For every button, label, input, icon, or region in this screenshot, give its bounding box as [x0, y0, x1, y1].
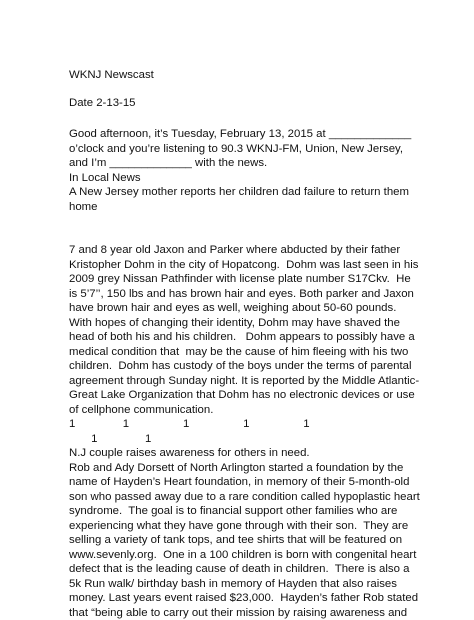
story2-body-line: son who passed away due to a rare condition called hypoplastic heart: [69, 490, 420, 505]
story1-body-line: have brown hair and eyes as well, weighing about 50-60 pounds.: [69, 301, 396, 316]
header-title: WKNJ Newscast: [69, 68, 154, 83]
story2-body-line: experiencing what they have gone through with their son. They are: [69, 519, 408, 534]
story1-headline-line: home: [69, 200, 98, 215]
separator-line: 1 1 1 1 1: [69, 417, 310, 432]
intro-line: Good afternoon, it’s Tuesday, February 13, 2015 at _____________: [69, 127, 411, 142]
story1-body-line: 7 and 8 year old Jaxon and Parker where abducted by their father: [69, 243, 400, 258]
story1-body-line: 2009 grey Nissan Pathfinder with license plate number S17Ckv. He: [69, 272, 411, 287]
story1-body-line: agreement through Sunday night. It is reported by the Middle Atlantic-: [69, 374, 419, 389]
story1-body-line: Great Lake Organization that Dohm has no electronic devices or use: [69, 388, 415, 403]
story1-body-line: head of both his and his children. Dohm appears to possibly have a: [69, 330, 415, 345]
story2-body-line: that “being able to carry out their mission by raising awareness and: [69, 606, 407, 620]
story1-body-line: Kristopher Dohm in the city of Hopatcong. Dohm was last seen in his: [69, 258, 418, 273]
story2-body-line: 5k Run walk/ birthday bash in memory of Hayden that also raises: [69, 577, 397, 592]
story2-headline: N.J couple raises awareness for others in need.: [69, 446, 310, 461]
story1-headline-line: A New Jersey mother reports her children dad failure to return them: [69, 185, 409, 200]
intro-line: and I’m _____________ with the news.: [69, 156, 267, 171]
story1-body-line: medical condition that may be the cause of him fleeing with his two: [69, 345, 408, 360]
separator-line: 1 1: [69, 432, 151, 447]
story2-body-line: name of Hayden’s Heart foundation, in memory of their 5-month-old: [69, 475, 409, 490]
story2-body-line: defect that is the leading cause of death in children. There is also a: [69, 562, 409, 577]
story2-body-line: selling a variety of tank tops, and tee shirts that will be featured on: [69, 533, 402, 548]
story2-body-line: syndrome. The goal is to financial support other families who are: [69, 504, 397, 519]
intro-line: o’clock and you’re listening to 90.3 WKNJ-FM, Union, New Jersey,: [69, 142, 403, 157]
story1-body-line: is 5’7’’, 150 lbs and has brown hair and eyes. Both parker and Jaxon: [69, 287, 414, 302]
section-heading: In Local News: [69, 171, 141, 186]
story2-body-line: www.sevenly.org. One in a 100 children is born with congenital heart: [69, 548, 416, 563]
story1-body-line: children. Dohm has custody of the boys under the terms of parental: [69, 359, 412, 374]
date-line: Date 2-13-15: [69, 96, 136, 111]
story1-body-line: With hopes of changing their identity, Dohm may have shaved the: [69, 316, 400, 331]
story2-body-line: money. Last years event raised $23,000. Hayden’s father Rob stated: [69, 591, 418, 606]
story1-body-line: of cellphone communication.: [69, 403, 213, 418]
story2-body-line: Rob and Ady Dorsett of North Arlington started a foundation by the: [69, 461, 403, 476]
